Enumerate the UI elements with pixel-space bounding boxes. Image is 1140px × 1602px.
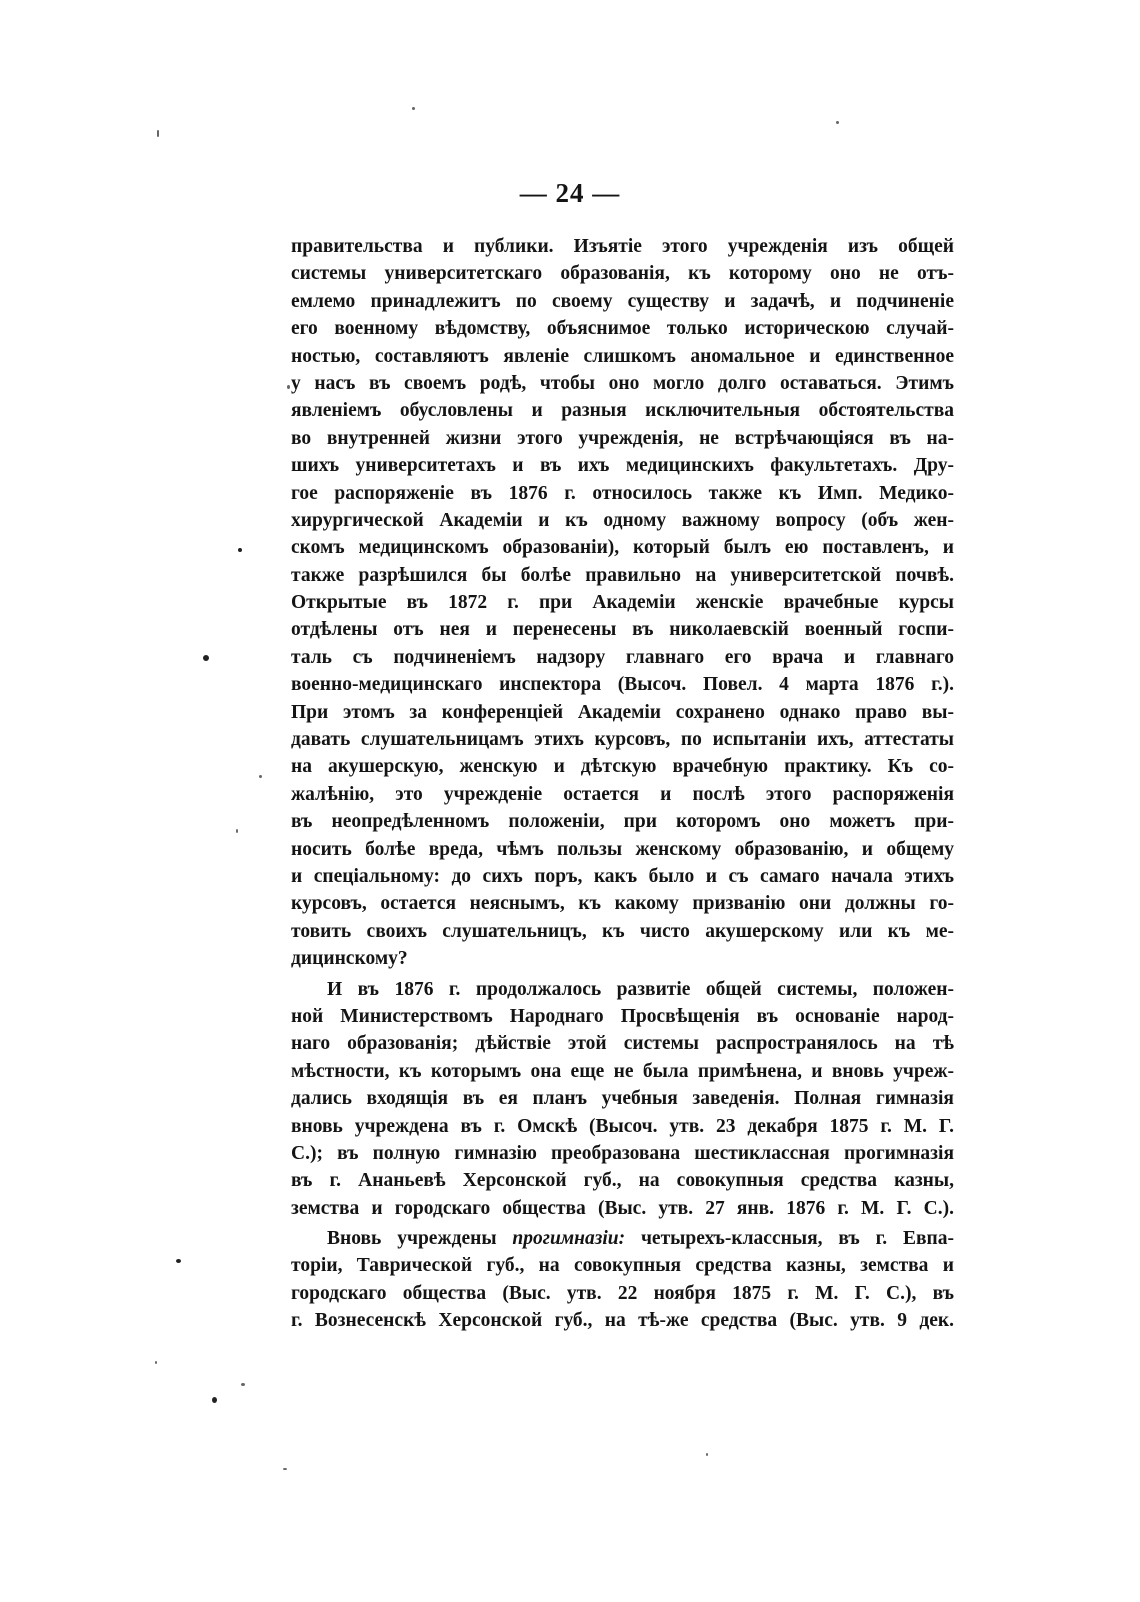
text-line: во внутренней жизни этого учрежденія, не встрѣчающіяся въ на- (291, 427, 954, 449)
text-line: жалѣнію, это учрежденіе остается и послѣ этого распоряженія (291, 783, 954, 805)
text-line: курсовъ, остается неяснымъ, къ какому призванію они должны го- (291, 893, 954, 915)
page-number: — 24 — (519, 178, 621, 208)
text-line: городскаго общества (Выс. утв. 22 ноября 1875 г. М. Г. С.), въ (291, 1282, 954, 1304)
text-line: вновь учреждена въ г. Омскѣ (Высоч. утв. 23 декабря 1875 г. М. Г. (291, 1115, 954, 1137)
text-line: правительства и публики. Изъятіе этого учрежденія изъ общей (291, 236, 954, 257)
text-line: мѣстности, къ которымъ она еще не была примѣнена, и вновь учреж- (291, 1060, 954, 1082)
scan-speck (203, 655, 209, 661)
text-line: дицинскому? (291, 948, 408, 970)
scan-speck (706, 1453, 708, 1456)
text-line: г. Вознесенскѣ Херсонской губ., на тѣ-же средства (Выс. утв. 9 дек. (291, 1310, 954, 1332)
text-line: торіи, Таврической губ., на совокупныя средства казны, земства и (291, 1255, 954, 1277)
scan-speck (176, 1259, 181, 1263)
text-line: отдѣлены отъ нея и перенесены въ николаевскій военный госпи- (291, 619, 954, 641)
text-line: С.); въ полную гимназію преобразована шестиклассная прогимназія (291, 1142, 954, 1164)
text-line: наго образованія; дѣйствіе этой системы распространялось на тѣ (291, 1033, 954, 1055)
text-line: емлемо принадлежитъ по своему существу и задачѣ, и подчиненіе (291, 290, 954, 312)
text-line: и спеціальному: до сихъ поръ, какъ было и съ самаго начала этихъ (291, 865, 954, 887)
text-line: его военному вѣдомству, объяснимое только историческою случай- (291, 318, 954, 340)
scan-speck (259, 775, 262, 778)
text-run: Вновь учреждены (327, 1228, 497, 1250)
text-line: носить болѣе вреда, чѣмъ пользы женскому образованію, и общему (291, 838, 954, 860)
text-line: товить своихъ слушательницъ, къ чисто акушерскому или къ ме- (291, 920, 954, 942)
text-line: хирургической Академіи и къ одному важному вопросу (объ жен- (291, 509, 954, 531)
text-line: таль съ подчиненіемъ надзору главнаго его врача и главнаго (291, 646, 954, 668)
text-line: въ г. Ананьевѣ Херсонской губ., на совокупныя средства казны, (291, 1170, 954, 1192)
text-line: системы университетскаго образованія, къ которому оно не отъ- (291, 263, 954, 285)
text-line: явленіемъ обусловлены и разныя исключительныя обстоятельства (291, 400, 954, 422)
text-line: на акушерскую, женскую и дѣтскую врачебную практику. Къ со- (291, 756, 954, 778)
body-text (291, 233, 954, 1335)
text-line: шихъ университетахъ и въ ихъ медицинскихъ факультетахъ. Дру- (291, 455, 954, 477)
paragraph-start-line: И въ 1876 г. продолжалось развитіе общей системы, положен- (327, 978, 954, 1000)
scan-speck (412, 107, 415, 110)
scan-speck (157, 130, 159, 137)
text-line: скомъ медицинскомъ образованіи), который былъ ею поставленъ, и (291, 537, 954, 559)
text-line: земства и городскаго общества (Выс. утв. 27 янв. 1876 г. М. Г. С.). (291, 1197, 954, 1219)
text-line: въ неопредѣленномъ положеніи, при которомъ оно можетъ при- (291, 811, 954, 833)
text-line: ностью, составляютъ явленіе слишкомъ аномальное и единственное (291, 345, 954, 367)
text-line: Открытые въ 1872 г. при Академіи женскіе врачебные курсы (291, 592, 954, 614)
text-line: у насъ въ своемъ родѣ, чтобы оно могло долго оставаться. Этимъ (291, 372, 954, 394)
scan-speck (238, 548, 242, 552)
scan-speck (236, 829, 238, 833)
scan-speck (287, 385, 290, 389)
text-line: также разрѣшился бы болѣе правильно на университетской почвѣ. (291, 564, 954, 586)
emphasized-term: прогимназіи: (512, 1228, 626, 1250)
scan-speck (212, 1397, 217, 1403)
scan-speck (283, 1468, 287, 1470)
text-line: гое распоряженіе въ 1876 г. относилось также къ Имп. Медико- (291, 482, 954, 504)
scan-speck (241, 1383, 245, 1386)
text-run: четырехъ-классныя, въ г. Евпа- (640, 1228, 954, 1250)
text-line: давать слушательницамъ этихъ курсовъ, по испытаніи ихъ, аттестаты (291, 729, 954, 751)
text-line: ной Министерствомъ Народнаго Просвѣщенія въ основаніе народ- (291, 1005, 954, 1027)
scan-speck (836, 121, 839, 124)
text-line: дались входящія въ ея планъ учебныя заведенія. Полная гимназія (291, 1088, 954, 1110)
text-line: При этомъ за конференціей Академіи сохранено однако право вы- (291, 701, 954, 723)
paragraph-start-line (291, 1225, 954, 1252)
scan-speck (155, 1361, 157, 1364)
text-line: военно-медицинскаго инспектора (Высоч. Повел. 4 марта 1876 г.). (291, 674, 954, 696)
